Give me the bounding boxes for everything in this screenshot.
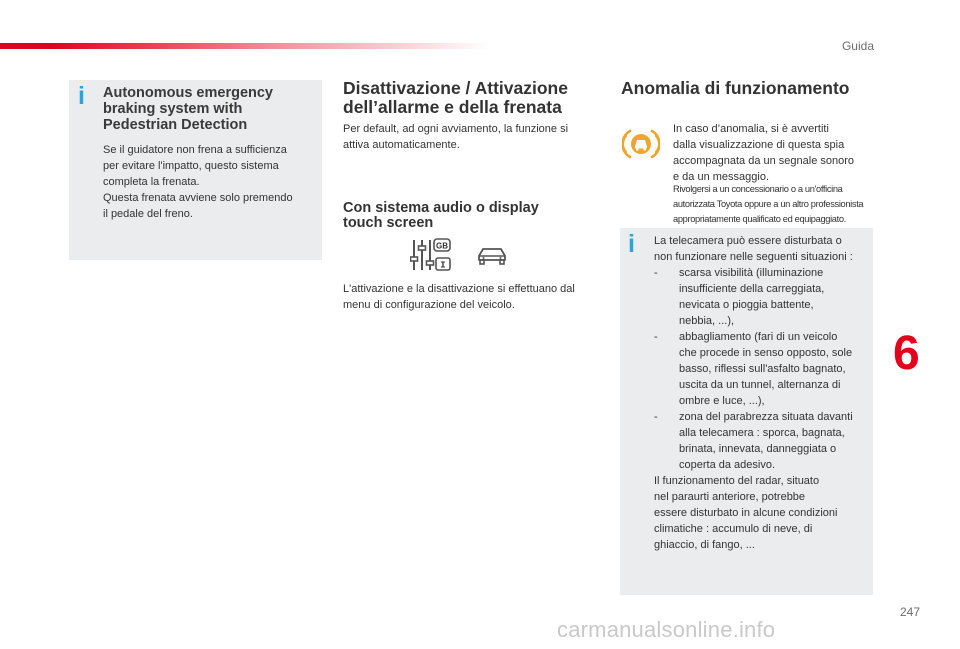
aeb-warning-lamp-icon [622,127,660,161]
section-title-deactivation: Disattivazione / Attivazione dell’allarme e della frenata [343,78,568,117]
list-item: - abbagliamento (fari di un veicolo che procede in senso opposto, sole basso, riflessi sull'asfalto bagnato, uscita da un tunnel, alternanza di ombre e luce, ...), [654,331,853,407]
svg-text:GB: GB [436,241,448,251]
subsection-title-audio: Con sistema audio o display touch screen [343,200,539,231]
anomaly-paragraph: In caso d’anomalia, si è avvertiti dalla visualizzazione di questa spia accompagnata da un segnale sonoro e da un messaggio. [673,123,855,183]
info-box-title: Autonomous emergency braking system with Pedestrian Detection [103,85,273,133]
info-icon: i [78,82,85,110]
car-icon [476,244,508,268]
info-box-text: Se il guidatore non frena a sufficienza per evitare l'impatto, questo sistema completa la frenata. Questa frenata avviene solo premendo il pedale del freno. [103,144,293,220]
header-accent-bar [0,43,490,49]
page-number: 247 [900,605,921,619]
radar-paragraph: Il funzionamento del radar, situato nel paraurti anteriore, potrebbe essere disturbato in alcune condizioni climatiche : accumulo di neve, di ghiaccio, di fango, ... [654,475,838,551]
svg-text:I: I [440,260,446,271]
section-title-anomaly: Anomalia di funzionamento [621,78,850,98]
info-icon: i [628,230,635,258]
list-item: - zona del parabrezza situata davanti alla telecamera : sporca, bagnata, brinata, innevata, danneggiata o coperta da adesivo. [654,411,853,471]
list-item: - scarsa visibilità (illuminazione insufficiente della carreggiata, nevicata o pioggia battente, nebbia, ...), [654,267,825,327]
settings-sliders-icon [410,237,452,273]
chapter-number: 6 [893,327,920,380]
chapter-title: Guida [841,39,874,53]
intro-paragraph: Per default, ad ogni avviamento, la funzione si attiva automaticamente. [343,123,569,151]
body-paragraph: L'attivazione e la disattivazione si effettuano dal menu di configurazione del veicolo. [343,283,575,311]
camera-conditions: La telecamera può essere disturbata o non funzionare nelle seguenti situazioni : - scarsa visibilità (illuminazione insufficiente della carreggiata, nevicata o pioggia battente, nebbia, ...), - abbagliamento (fari di un veicolo che procede in senso opposto, sole basso, riflessi sull'asfalto bagnato, uscita da un tunnel, alternanza di ombre e luce, ...), - zona del parabrezza situata davanti alla telecamera : sporca, bagnata, brinata, innevata, danneggiata o coperta da adesivo. Il funzionamento del radar, situato nel paraurti anteriore, potrebbe essere disturbato in alcune condizioni climatiche : accumulo di neve, di ghiaccio, di fango, ... [654,233,869,553]
watermark: carmanualsonline.info [557,617,776,642]
dealer-note: Rivolgersi a un concessionario o a un'officina autorizzata Toyota oppure a un altro professionista appropriatamente qualificato ed equipaggiato. [673,184,864,224]
